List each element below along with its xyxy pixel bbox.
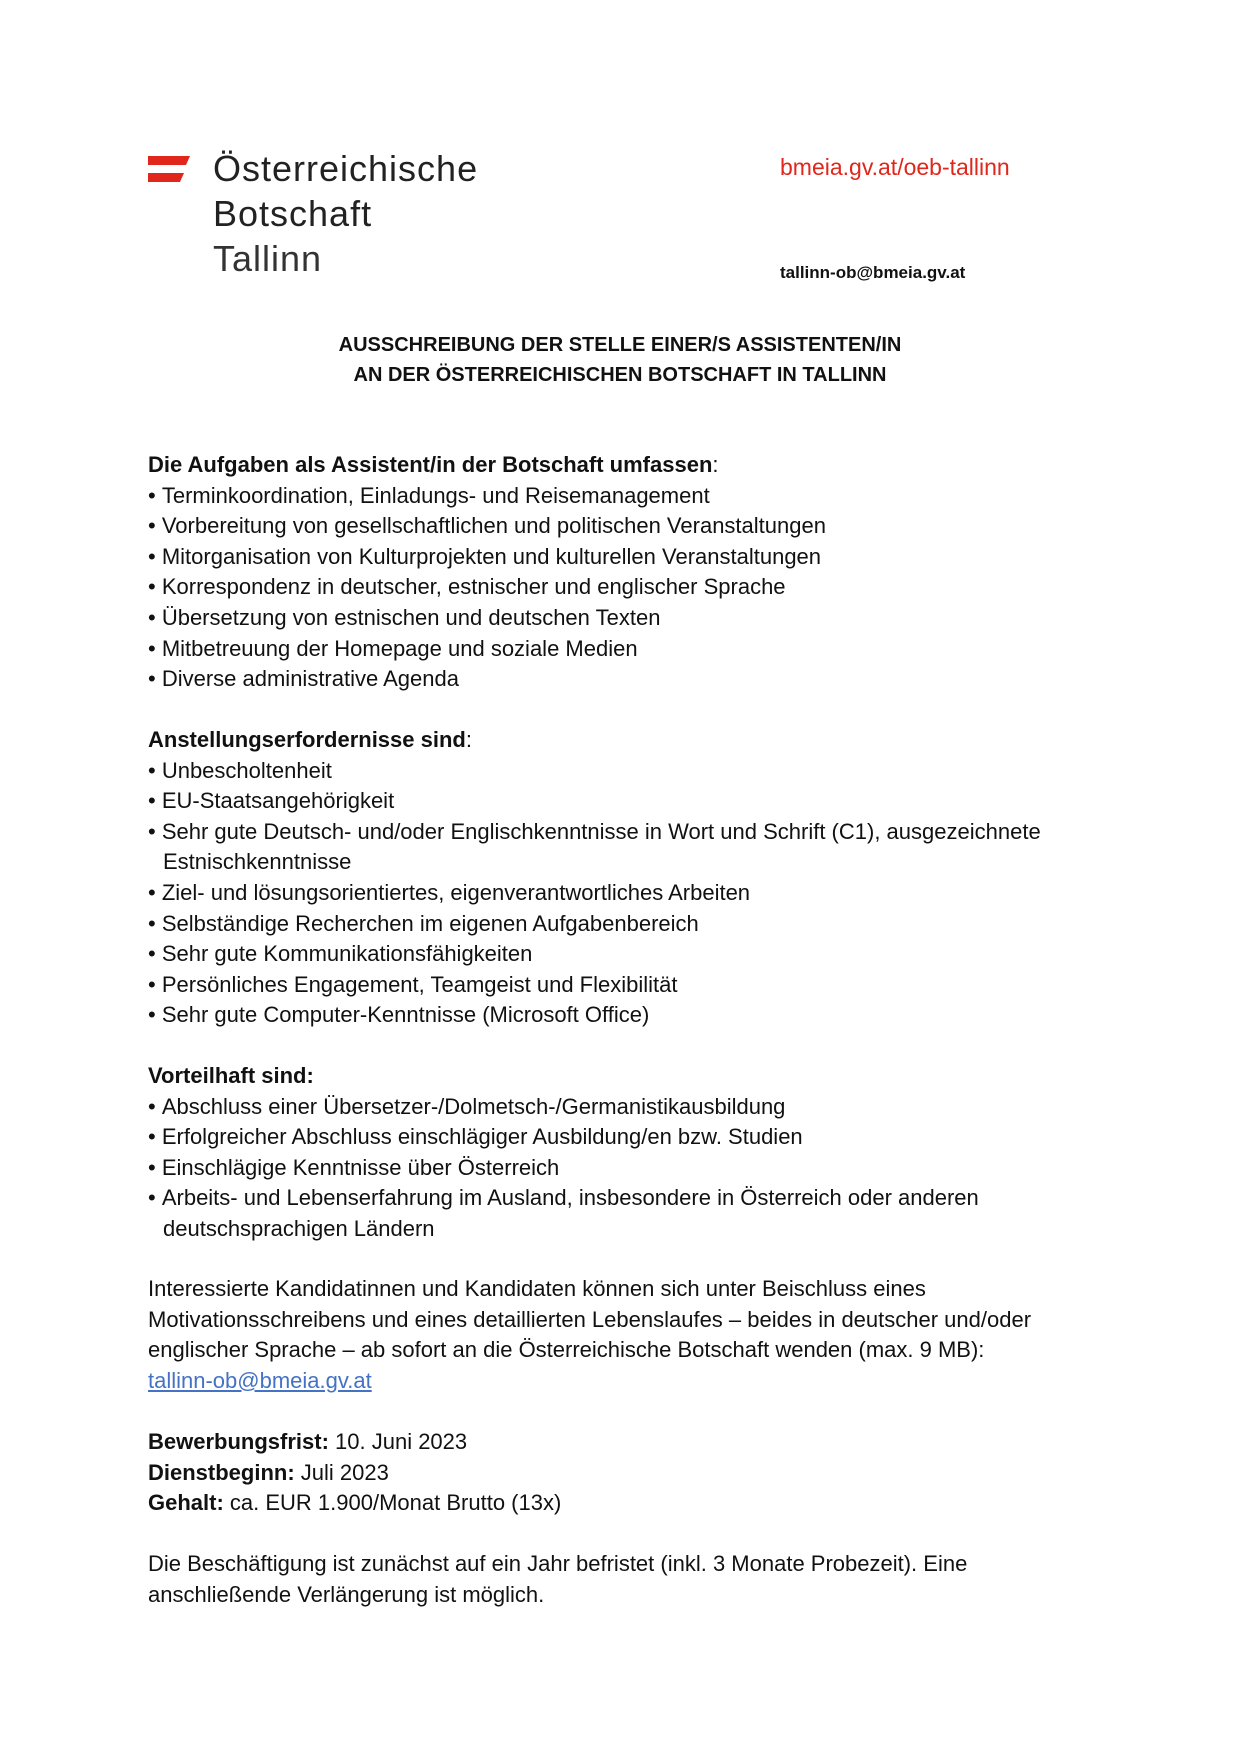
advantages-heading: Vorteilhaft sind:	[148, 1063, 314, 1088]
advantages-list	[148, 1092, 1108, 1245]
fact-label: Bewerbungsfrist:	[148, 1429, 329, 1454]
duties-heading-text: Die Aufgaben als Assistent/in der Botschaft umfassen	[148, 452, 713, 477]
fact-deadline	[148, 1427, 1108, 1458]
fact-value: Juli 2023	[294, 1459, 389, 1485]
list-item: • Einschlägige Kenntnisse über Österreich	[148, 1153, 1108, 1184]
fact-label: Dienstbeginn:	[148, 1459, 295, 1485]
duties-list	[148, 481, 1108, 695]
list-item: • Sehr gute Deutsch- und/oder Englischkenntnisse in Wort und Schrift (C1), ausgezeichnete Estnischkenntnisse	[148, 817, 1108, 878]
list-item: • Mitorganisation von Kulturprojekten und kulturellen Veranstaltungen	[148, 542, 1108, 573]
list-item: • Sehr gute Computer-Kenntnisse (Microsoft Office)	[148, 1000, 1108, 1031]
website-link[interactable]: bmeia.gv.at/oeb-tallinn	[780, 154, 1010, 180]
list-item: • Sehr gute Kommunikationsfähigkeiten	[148, 939, 1108, 970]
fact-label: Gehalt:	[148, 1490, 224, 1516]
list-item: • Korrespondenz in deutscher, estnischer und englischer Sprache	[148, 572, 1108, 603]
requirements-list	[148, 756, 1108, 1031]
list-item: • Ziel- und lösungsorientiertes, eigenverantwortliches Arbeiten	[148, 878, 1108, 909]
requirements-section	[148, 725, 1108, 1031]
list-item: • EU-Staatsangehörigkeit	[148, 786, 1108, 817]
document-title-line-1: AUSSCHREIBUNG DER STELLE EINER/S ASSISTENTEN/IN	[338, 334, 902, 356]
duties-section	[148, 450, 1108, 695]
list-item: • Selbständige Recherchen im eigenen Aufgabenbereich	[148, 909, 1108, 940]
list-item: • Persönliches Engagement, Teamgeist und Flexibilität	[148, 970, 1108, 1001]
requirements-heading-text: Anstellungserfordernisse sind	[148, 727, 466, 752]
list-item: • Terminkoordination, Einladungs- und Reisemanagement	[148, 481, 1108, 512]
austrian-flag-logo-icon	[148, 156, 190, 182]
application-email-link[interactable]: tallinn-ob@bmeia.gv.at	[148, 1367, 372, 1393]
list-item: • Abschluss einer Übersetzer-/Dolmetsch-/Germanistikausbildung	[148, 1092, 1108, 1123]
list-item: • Mitbetreuung der Homepage und soziale Medien	[148, 634, 1108, 665]
list-item: • Diverse administrative Agenda	[148, 664, 1108, 695]
fact-salary	[148, 1488, 1108, 1519]
list-item: • Arbeits- und Lebenserfahrung im Ausland, insbesondere in Österreich oder anderen deutschsprachigen Ländern	[148, 1183, 1108, 1244]
job-facts	[148, 1427, 1108, 1519]
logo-text-line-1: Österreichische	[213, 148, 479, 189]
document-title-line-2: AN DER ÖSTERREICHISCHEN BOTSCHAFT IN TALLINN	[353, 364, 887, 386]
list-item: • Erfolgreicher Abschluss einschlägiger Ausbildung/en bzw. Studien	[148, 1122, 1108, 1153]
fact-value: ca. EUR 1.900/Monat Brutto (13x)	[223, 1490, 562, 1516]
application-paragraph	[148, 1274, 1108, 1396]
duties-heading-colon: :	[712, 452, 719, 477]
logo-text-line-3: Tallinn	[213, 238, 323, 279]
list-item: • Unbescholtenheit	[148, 756, 1108, 787]
list-item: • Vorbereitung von gesellschaftlichen und politischen Veranstaltungen	[148, 511, 1108, 542]
fact-start	[148, 1458, 1108, 1489]
closing-paragraph: Die Beschäftigung ist zunächst auf ein Jahr befristet (inkl. 3 Monate Probezeit). Eine anschließende Verlängerung ist möglich.	[148, 1551, 968, 1607]
application-text: Interessierte Kandidatinnen und Kandidaten können sich unter Beischluss eines Motivationsschreibens und eines detaillierten Lebenslaufes – beides in deutscher und/oder englischer Sprache – ab sofort an die Österreichische Botschaft wenden (max. 9 MB):	[148, 1276, 1032, 1363]
list-item: • Übersetzung von estnischen und deutschen Texten	[148, 603, 1108, 634]
header-email[interactable]: tallinn-ob@bmeia.gv.at	[780, 263, 966, 282]
logo-text-line-2: Botschaft	[213, 193, 373, 234]
duties-heading	[148, 450, 1108, 481]
requirements-heading	[148, 725, 1108, 756]
advantages-section	[148, 1061, 1108, 1245]
fact-value: 10. Juni 2023	[328, 1429, 468, 1454]
requirements-heading-colon: :	[465, 727, 472, 752]
